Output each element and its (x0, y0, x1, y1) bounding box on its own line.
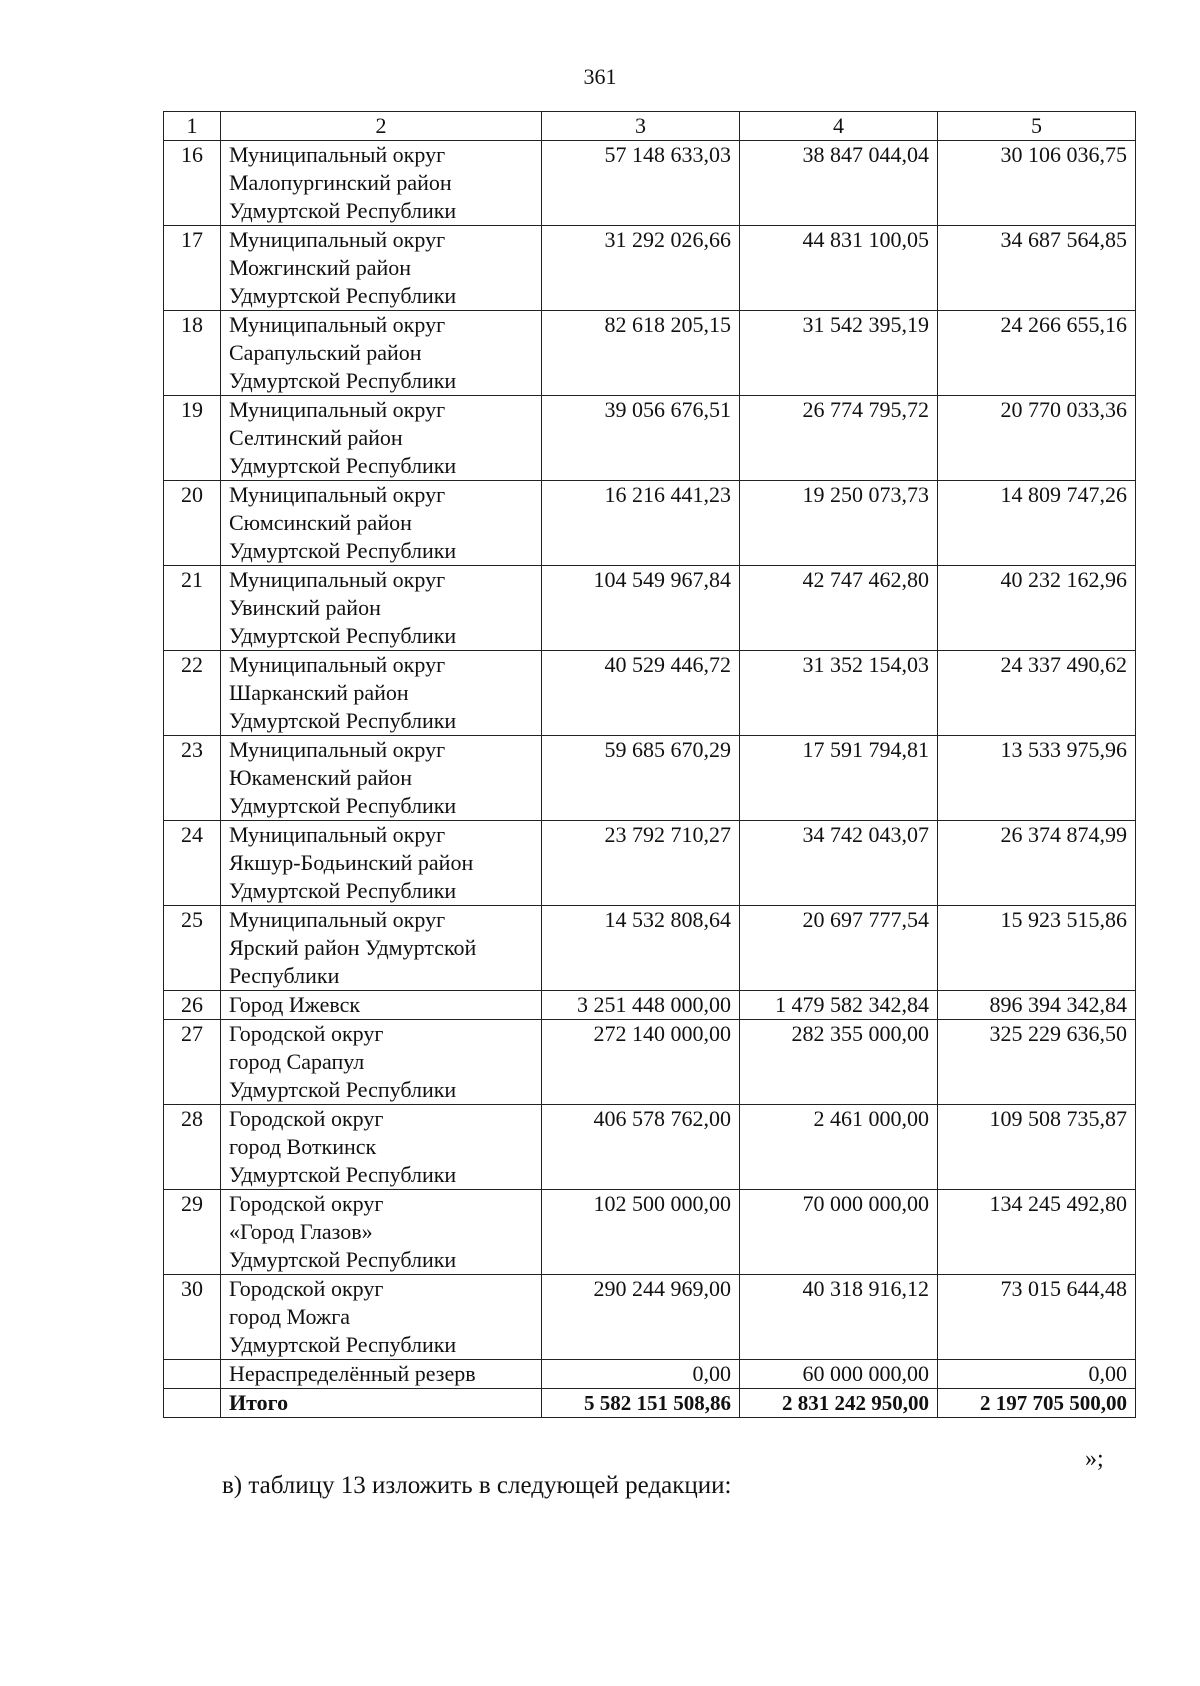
row-col5: 30 106 036,75 (938, 141, 1136, 226)
row-name: Муниципальный округ Якшур-Бодьинский район Удмуртской Республики (221, 821, 542, 906)
row-col3: 272 140 000,00 (542, 1020, 740, 1105)
total-label: Итого (221, 1389, 542, 1418)
row-name: Город Ижевск (221, 991, 542, 1020)
row-col3: 290 244 969,00 (542, 1275, 740, 1360)
row-col5: 0,00 (938, 1360, 1136, 1389)
row-col3: 82 618 205,15 (542, 311, 740, 396)
row-name: Муниципальный округ Увинский район Удмуртской Республики (221, 566, 542, 651)
row-col5: 73 015 644,48 (938, 1275, 1136, 1360)
row-number: 28 (164, 1105, 221, 1190)
row-col4: 34 742 043,07 (740, 821, 938, 906)
row-col5: 34 687 564,85 (938, 226, 1136, 311)
table-row (164, 651, 1136, 736)
row-col5: 13 533 975,96 (938, 736, 1136, 821)
table-row (164, 991, 1136, 1020)
row-col3: 31 292 026,66 (542, 226, 740, 311)
header-col-2: 2 (221, 112, 542, 141)
row-number: 20 (164, 481, 221, 566)
row-col5: 14 809 747,26 (938, 481, 1136, 566)
row-name: Муниципальный округ Юкаменский район Удмуртской Республики (221, 736, 542, 821)
row-name: Городской округ город Сарапул Удмуртской Республики (221, 1020, 542, 1105)
table-row (164, 226, 1136, 311)
row-number: 23 (164, 736, 221, 821)
row-number: 17 (164, 226, 221, 311)
row-col3: 104 549 967,84 (542, 566, 740, 651)
total-col3: 5 582 151 508,86 (542, 1389, 740, 1418)
header-col-3: 3 (542, 112, 740, 141)
row-name: Муниципальный округ Малопургинский район Удмуртской Республики (221, 141, 542, 226)
row-col4: 40 318 916,12 (740, 1275, 938, 1360)
row-number: 19 (164, 396, 221, 481)
row-number: 27 (164, 1020, 221, 1105)
row-col3: 102 500 000,00 (542, 1190, 740, 1275)
header-col-4: 4 (740, 112, 938, 141)
table-row (164, 141, 1136, 226)
row-col5: 896 394 342,84 (938, 991, 1136, 1020)
row-col4: 1 479 582 342,84 (740, 991, 938, 1020)
row-col4: 31 542 395,19 (740, 311, 938, 396)
table-row (164, 396, 1136, 481)
row-number (164, 1360, 221, 1389)
table-row (164, 1020, 1136, 1105)
table-row (164, 821, 1136, 906)
row-name: Муниципальный округ Сарапульский район Удмуртской Республики (221, 311, 542, 396)
row-col3: 23 792 710,27 (542, 821, 740, 906)
row-col5: 24 337 490,62 (938, 651, 1136, 736)
row-number: 22 (164, 651, 221, 736)
table-row (164, 1105, 1136, 1190)
table-row (164, 736, 1136, 821)
header-col-5: 5 (938, 112, 1136, 141)
row-col5: 109 508 735,87 (938, 1105, 1136, 1190)
row-name: Муниципальный округ Можгинский район Удмуртской Республики (221, 226, 542, 311)
budget-table (163, 111, 1136, 1418)
row-number: 18 (164, 311, 221, 396)
row-number: 29 (164, 1190, 221, 1275)
instruction-text: в) таблицу 13 изложить в следующей редакции: (222, 1472, 732, 1499)
row-col3: 39 056 676,51 (542, 396, 740, 481)
total-num-cell (164, 1389, 221, 1418)
row-col4: 44 831 100,05 (740, 226, 938, 311)
row-number: 30 (164, 1275, 221, 1360)
table-row (164, 1275, 1136, 1360)
row-col4: 26 774 795,72 (740, 396, 938, 481)
row-col4: 70 000 000,00 (740, 1190, 938, 1275)
row-name: Муниципальный округ Ярский район Удмуртской Республики (221, 906, 542, 991)
row-number: 26 (164, 991, 221, 1020)
row-col3: 0,00 (542, 1360, 740, 1389)
row-col5: 20 770 033,36 (938, 396, 1136, 481)
table-row (164, 566, 1136, 651)
row-name: Городской округ город Воткинск Удмуртской Республики (221, 1105, 542, 1190)
table-header-row (164, 112, 1136, 141)
total-row (164, 1389, 1136, 1418)
total-col5: 2 197 705 500,00 (938, 1389, 1136, 1418)
row-col5: 26 374 874,99 (938, 821, 1136, 906)
total-col4: 2 831 242 950,00 (740, 1389, 938, 1418)
page-number: 361 (583, 64, 617, 89)
row-col5: 15 923 515,86 (938, 906, 1136, 991)
row-number: 24 (164, 821, 221, 906)
header-col-1: 1 (164, 112, 221, 141)
row-col5: 134 245 492,80 (938, 1190, 1136, 1275)
row-col5: 325 229 636,50 (938, 1020, 1136, 1105)
row-col4: 60 000 000,00 (740, 1360, 938, 1389)
row-col3: 14 532 808,64 (542, 906, 740, 991)
table-row (164, 1190, 1136, 1275)
row-name: Муниципальный округ Шарканский район Удмуртской Республики (221, 651, 542, 736)
row-col5: 24 266 655,16 (938, 311, 1136, 396)
row-col4: 282 355 000,00 (740, 1020, 938, 1105)
row-col4: 19 250 073,73 (740, 481, 938, 566)
table-row (164, 1360, 1136, 1389)
row-col4: 20 697 777,54 (740, 906, 938, 991)
row-name: Городской округ «Город Глазов» Удмуртской Республики (221, 1190, 542, 1275)
row-col4: 2 461 000,00 (740, 1105, 938, 1190)
row-number: 16 (164, 141, 221, 226)
row-col3: 57 148 633,03 (542, 141, 740, 226)
table-row (164, 311, 1136, 396)
row-name: Муниципальный округ Селтинский район Удмуртской Республики (221, 396, 542, 481)
row-name: Городской округ город Можга Удмуртской Республики (221, 1275, 542, 1360)
row-col4: 17 591 794,81 (740, 736, 938, 821)
row-number: 21 (164, 566, 221, 651)
row-number: 25 (164, 906, 221, 991)
row-col4: 31 352 154,03 (740, 651, 938, 736)
row-col4: 38 847 044,04 (740, 141, 938, 226)
row-name: Нераспределённый резерв (221, 1360, 542, 1389)
table-row (164, 481, 1136, 566)
row-col3: 3 251 448 000,00 (542, 991, 740, 1020)
table-row (164, 906, 1136, 991)
row-name: Муниципальный округ Сюмсинский район Удмуртской Республики (221, 481, 542, 566)
row-col3: 406 578 762,00 (542, 1105, 740, 1190)
row-col4: 42 747 462,80 (740, 566, 938, 651)
row-col3: 40 529 446,72 (542, 651, 740, 736)
row-col3: 16 216 441,23 (542, 481, 740, 566)
closing-quote: »; (1085, 1446, 1104, 1472)
row-col3: 59 685 670,29 (542, 736, 740, 821)
row-col5: 40 232 162,96 (938, 566, 1136, 651)
